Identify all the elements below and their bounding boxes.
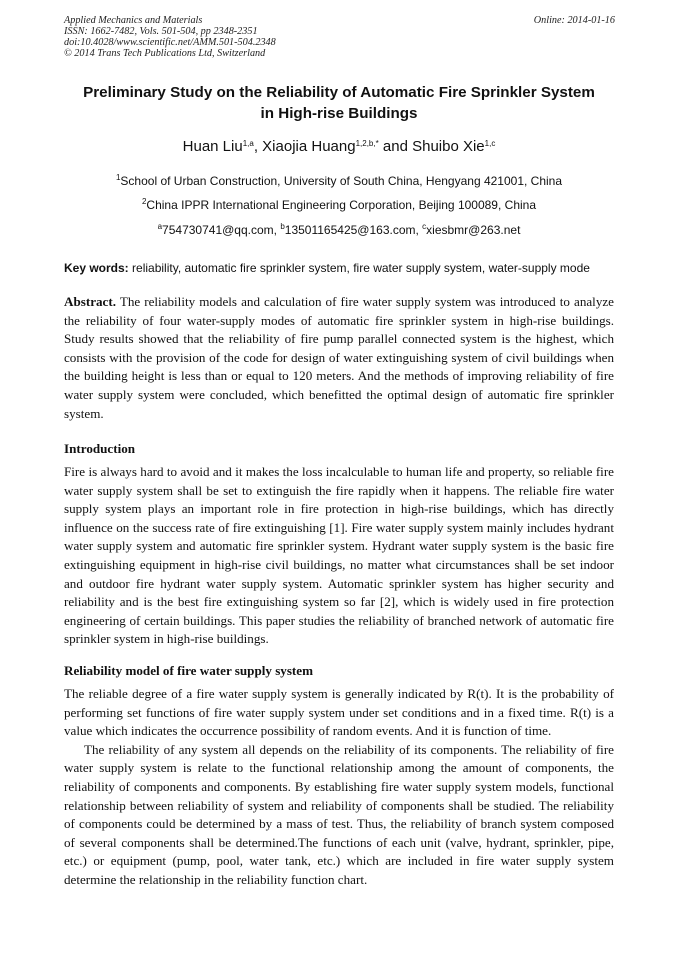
- copyright-line: © 2014 Trans Tech Publications Ltd, Switzerland: [64, 48, 266, 59]
- model-paragraph-1: The reliable degree of a fire water supply system is generally indicated by R(t). It is the probability of performing set functions of fire water supply system under set conditions and in a fixed time. R(t) is a value which indicates the occurrence possibility of random events. And it is function of time.: [64, 686, 614, 739]
- paper-title: [40, 82, 638, 124]
- author-sep: ,: [253, 138, 263, 155]
- email-sup: b: [280, 222, 285, 231]
- affiliation-sup: 2: [141, 197, 147, 206]
- section-heading-reliability-model: Reliability model of fire water supply system: [64, 663, 314, 678]
- author-name: Huan Liu: [182, 138, 243, 155]
- journal-header: [64, 15, 276, 59]
- abstract: [64, 293, 614, 423]
- author-sup: 1,a: [242, 139, 254, 148]
- abstract-text: The reliability models and calculation of fire water supply system was introduced to analyze the reliability of four water-supply modes of automatic fire sprinkler system in high-rise buildings. Study results showed that the reliability of fire pump parallel connected system is the highest, which consists with the provision of the code for design of water extinguishing system of civil buildings when the building height is less than or equal to 120 meters. And the methods of improving reliability of fire water supply system were concluded, which benefitted the optimal design of automatic fire sprinkler system.: [64, 294, 614, 421]
- keywords-label: Key words:: [64, 261, 129, 275]
- title-line-1: Preliminary Study on the Reliability of Automatic Fire Sprinkler System: [83, 84, 595, 101]
- journal-name: Applied Mechanics and Materials: [64, 15, 203, 26]
- issn-line: ISSN: 1662-7482, Vols. 501-504, pp 2348-2351: [64, 26, 258, 37]
- email-sup: a: [157, 222, 163, 231]
- affiliation-2: [40, 198, 638, 212]
- affiliation-text: China IPPR International Engineering Corporation, Beijing 100089, China: [146, 198, 537, 212]
- email-text: xiesbmr@263.net: [426, 223, 521, 237]
- title-line-2: in High-rise Buildings: [260, 105, 418, 122]
- author-name: Shuibo Xie: [412, 138, 485, 155]
- email-text: 754730741@qq.com,: [162, 223, 281, 237]
- author-sup: 1,2,b,*: [355, 139, 379, 148]
- introduction-paragraph: Fire is always hard to avoid and it makes the loss incalculable to human life and property, so reliable fire water supply system shall be set to extinguish the fire rapidly when it happens. The reliable fire water supply system plays an important role in fire protection in high-rise buildings, which has directly influence on the success rate of fire extinguishing [1]. Fire water supply system mainly includes hydrant water supply system and automatic fire sprinkler system. Hydrant water supply system is the basic fire extinguishing equipment in high-rise civil buildings, no matter what circumstances shall be set indoor and outdoor fire hydrant water supply system. Automatic sprinkler system has higher security and reliability and is the best fire extinguishing system so far [2], which is widely used in fire protection engineering of certain buildings. This paper studies the reliability of branched network of automatic fire sprinkler system in high-rise buildings.: [64, 464, 614, 647]
- email-sup: c: [422, 222, 427, 231]
- affiliation-text: School of Urban Construction, University of South China, Hengyang 421001, China: [120, 174, 563, 188]
- abstract-label: Abstract.: [64, 294, 116, 309]
- section-heading-introduction: Introduction: [64, 441, 136, 456]
- doi-line: doi:10.4028/www.scientific.net/AMM.501-504.2348: [64, 37, 276, 48]
- author-name: Xiaojia Huang: [262, 138, 356, 155]
- author-list: [40, 138, 638, 156]
- online-date: Online: 2014-01-16: [533, 15, 615, 26]
- model-paragraph-2: The reliability of any system all depends on the reliability of its components. The reliability of fire water supply system is relate to the functional relationship among the amount of components, the reliability of components and components. By establishing fire water supply system models, functional relationship between reliability of system and reliability of components shall be studied. The reliability of components could be determined by a mass of test. Thus, the reliability of branch system composed of several components shall be determined.The functions of each unit (valve, hydrant, sprinkler, pipe, etc.) or equipment (pump, pool, water tank, etc.) which are included in fire water supply system determine the relationship in the reliability function chart.: [64, 741, 614, 887]
- keywords: [64, 261, 624, 275]
- email-line: [40, 223, 638, 237]
- affiliation-1: [40, 174, 638, 188]
- email-text: 13501165425@163.com,: [284, 223, 423, 237]
- affiliation-sup: 1: [115, 173, 121, 182]
- keywords-text: reliability, automatic fire sprinkler system, fire water supply system, water-supply mode: [128, 261, 590, 275]
- author-sep: and: [378, 138, 413, 155]
- author-sup: 1,c: [484, 139, 496, 148]
